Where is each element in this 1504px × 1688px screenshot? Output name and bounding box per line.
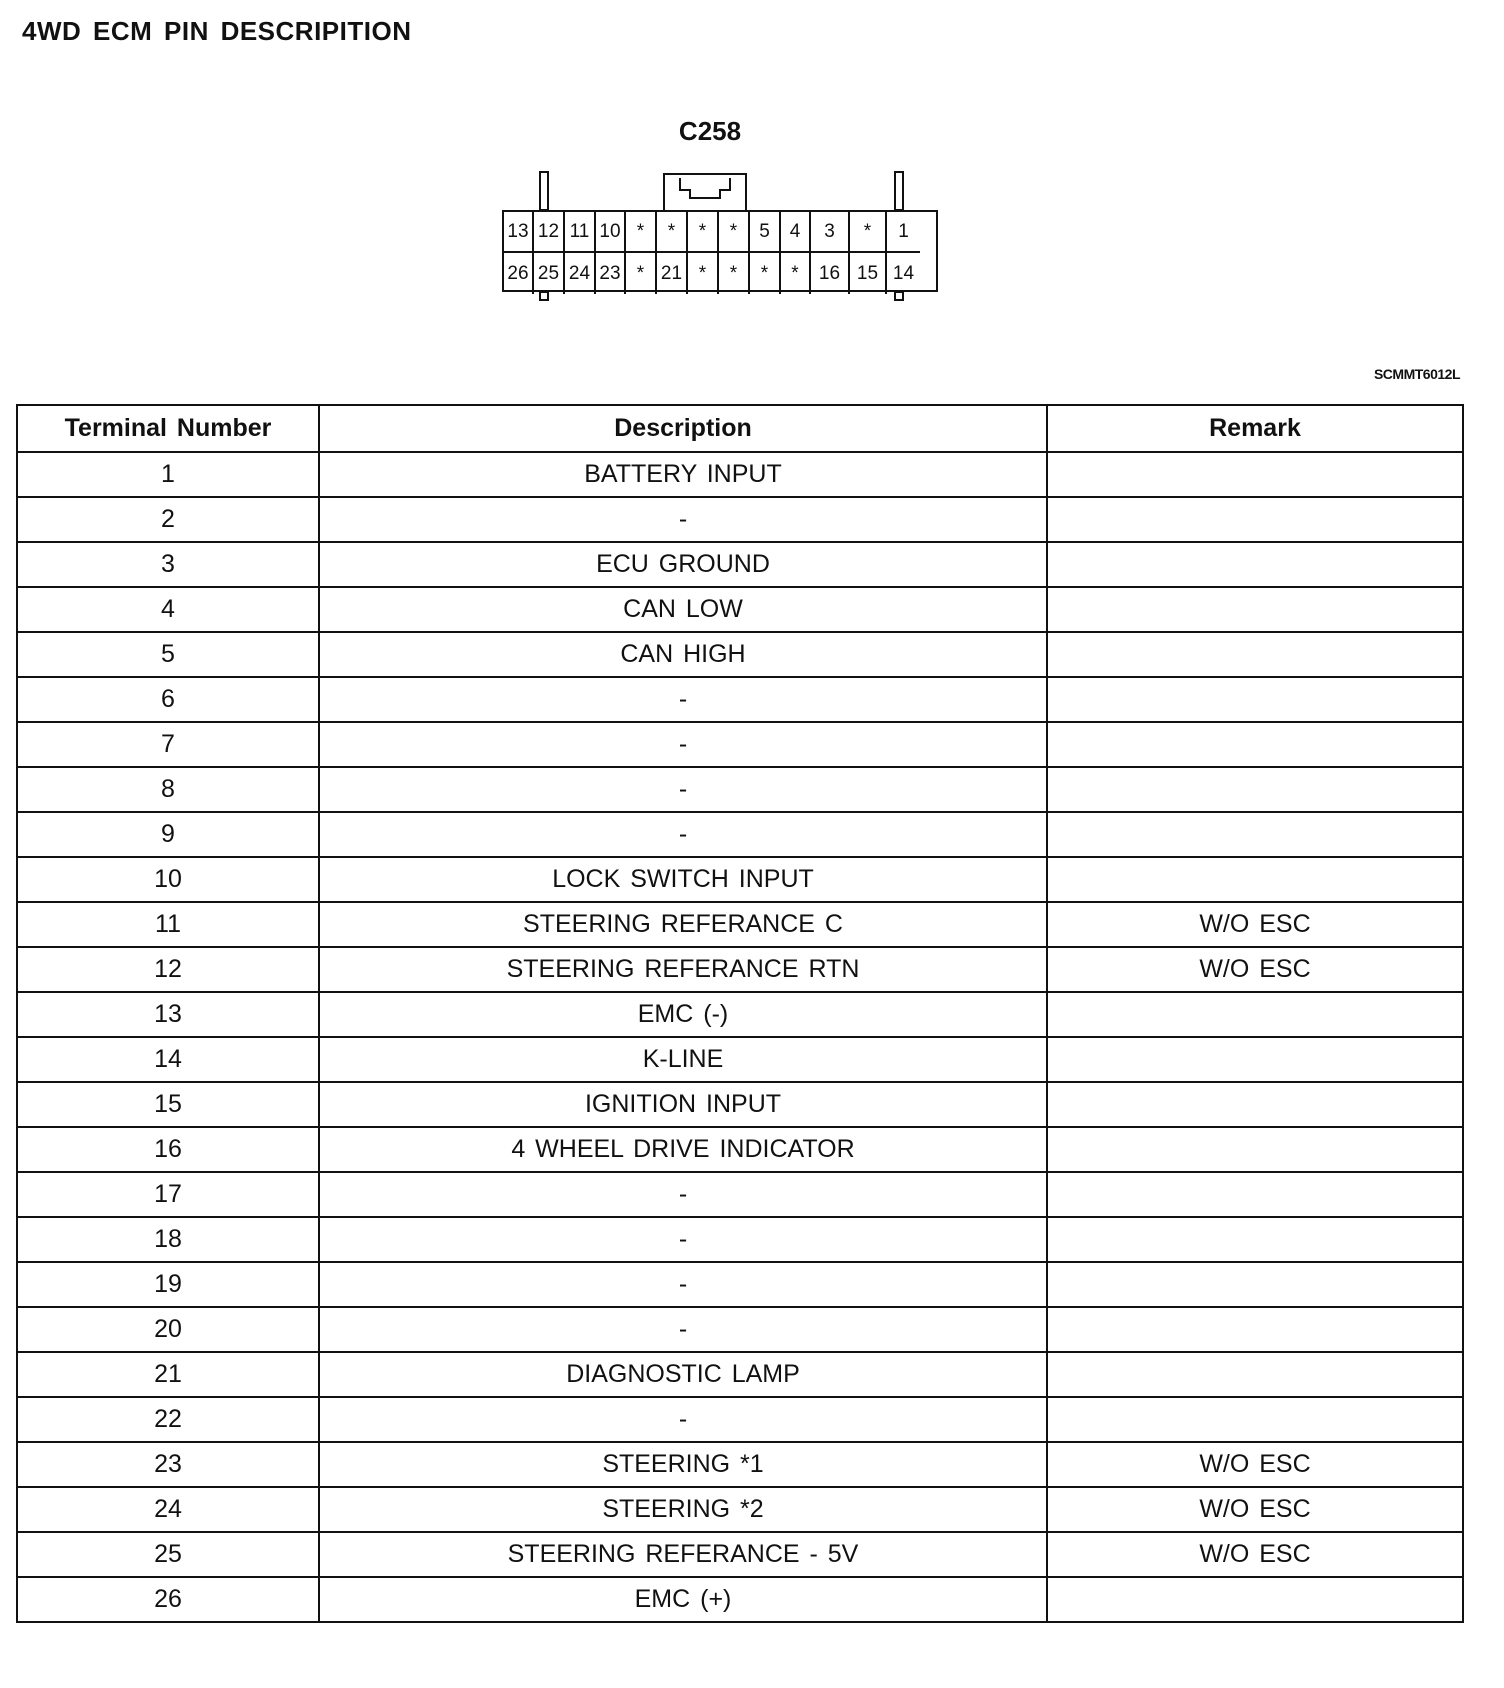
description-cell: STEERING *1	[319, 1442, 1047, 1487]
description-cell: -	[319, 767, 1047, 812]
table-row	[17, 1262, 1463, 1307]
terminal-number-cell: 26	[17, 1577, 319, 1622]
description-cell: BATTERY INPUT	[319, 452, 1047, 497]
table-row	[17, 902, 1463, 947]
remark-cell	[1047, 677, 1463, 722]
description-cell: CAN LOW	[319, 587, 1047, 632]
connector-pin: 15	[850, 253, 887, 294]
terminal-number-cell: 21	[17, 1352, 319, 1397]
remark-cell	[1047, 542, 1463, 587]
remark-cell: W/O ESC	[1047, 902, 1463, 947]
connector-pin: 26	[504, 253, 534, 294]
remark-cell: W/O ESC	[1047, 947, 1463, 992]
remark-cell: W/O ESC	[1047, 1442, 1463, 1487]
table-row	[17, 1532, 1463, 1577]
terminal-number-cell: 18	[17, 1217, 319, 1262]
terminal-number-cell: 6	[17, 677, 319, 722]
connector-pin: 16	[811, 253, 850, 294]
table-header-row	[17, 405, 1463, 452]
description-cell: -	[319, 1397, 1047, 1442]
header-description: Description	[319, 405, 1047, 452]
remark-cell	[1047, 1397, 1463, 1442]
connector-pin: 5	[750, 212, 781, 253]
remark-cell	[1047, 632, 1463, 677]
connector-pin: 25	[534, 253, 565, 294]
table-row	[17, 1127, 1463, 1172]
connector-pin: *	[688, 212, 719, 253]
description-cell: -	[319, 722, 1047, 767]
connector-pin: *	[688, 253, 719, 294]
remark-cell: W/O ESC	[1047, 1487, 1463, 1532]
description-cell: EMC (+)	[319, 1577, 1047, 1622]
connector-pin: 13	[504, 212, 534, 253]
connector-pin: *	[719, 212, 750, 253]
terminal-number-cell: 14	[17, 1037, 319, 1082]
connector-pin: 11	[565, 212, 596, 253]
remark-cell	[1047, 1217, 1463, 1262]
description-cell: ECU GROUND	[319, 542, 1047, 587]
connector-diagram	[490, 168, 950, 308]
table-row	[17, 1037, 1463, 1082]
remark-cell	[1047, 1037, 1463, 1082]
description-cell: STEERING REFERANCE C	[319, 902, 1047, 947]
description-cell: -	[319, 812, 1047, 857]
connector-pin: *	[626, 253, 657, 294]
connector-pin: 14	[892, 262, 915, 284]
connector-pin: 1	[887, 212, 920, 253]
terminal-number-cell: 23	[17, 1442, 319, 1487]
connector-pin: *	[781, 253, 811, 294]
terminal-number-cell: 7	[17, 722, 319, 767]
description-cell: STEERING REFERANCE RTN	[319, 947, 1047, 992]
table-row	[17, 947, 1463, 992]
connector-label: C258	[678, 116, 742, 146]
description-cell: IGNITION INPUT	[319, 1082, 1047, 1127]
remark-cell	[1047, 1307, 1463, 1352]
header-remark: Remark	[1047, 405, 1463, 452]
pin-description-table	[16, 404, 1464, 1623]
terminal-number-cell: 15	[17, 1082, 319, 1127]
terminal-number-cell: 11	[17, 902, 319, 947]
page-title: 4WD ECM PIN DESCRIPITION	[22, 16, 412, 46]
connector-pin: 12	[534, 212, 565, 253]
table-row	[17, 1307, 1463, 1352]
remark-cell	[1047, 992, 1463, 1037]
table-row	[17, 1217, 1463, 1262]
description-cell: -	[319, 1307, 1047, 1352]
table-row	[17, 1397, 1463, 1442]
remark-cell	[1047, 587, 1463, 632]
connector-pin: *	[850, 212, 887, 253]
description-cell: DIAGNOSTIC LAMP	[319, 1352, 1047, 1397]
remark-cell	[1047, 452, 1463, 497]
remark-cell	[1047, 1127, 1463, 1172]
table-row	[17, 452, 1463, 497]
remark-cell	[1047, 1082, 1463, 1127]
description-cell: -	[319, 1217, 1047, 1262]
table-row	[17, 812, 1463, 857]
description-cell: STEERING *2	[319, 1487, 1047, 1532]
table-row	[17, 992, 1463, 1037]
description-cell: STEERING REFERANCE - 5V	[319, 1532, 1047, 1577]
terminal-number-cell: 4	[17, 587, 319, 632]
terminal-number-cell: 25	[17, 1532, 319, 1577]
description-cell: -	[319, 1262, 1047, 1307]
description-cell: -	[319, 1172, 1047, 1217]
remark-cell	[1047, 1172, 1463, 1217]
terminal-number-cell: 8	[17, 767, 319, 812]
connector-pin: 21	[657, 253, 688, 294]
terminal-number-cell: 24	[17, 1487, 319, 1532]
description-cell: K-LINE	[319, 1037, 1047, 1082]
table-row	[17, 1352, 1463, 1397]
header-terminal-number: Terminal Number	[17, 405, 319, 452]
description-cell: -	[319, 497, 1047, 542]
remark-cell	[1047, 1262, 1463, 1307]
table-row	[17, 722, 1463, 767]
table-row	[17, 857, 1463, 902]
table-row	[17, 1172, 1463, 1217]
table-body	[17, 452, 1463, 1622]
figure-code: SCMMT6012L	[1373, 366, 1460, 382]
description-cell: -	[319, 677, 1047, 722]
table-row	[17, 632, 1463, 677]
terminal-number-cell: 20	[17, 1307, 319, 1352]
remark-cell	[1047, 497, 1463, 542]
connector-pin: *	[719, 253, 750, 294]
description-cell: EMC (-)	[319, 992, 1047, 1037]
remark-cell	[1047, 1577, 1463, 1622]
terminal-number-cell: 16	[17, 1127, 319, 1172]
terminal-number-cell: 22	[17, 1397, 319, 1442]
terminal-number-cell: 3	[17, 542, 319, 587]
table-row	[17, 677, 1463, 722]
table-row	[17, 1577, 1463, 1622]
remark-cell	[1047, 722, 1463, 767]
table-row	[17, 497, 1463, 542]
terminal-number-cell: 17	[17, 1172, 319, 1217]
connector-pin: *	[657, 212, 688, 253]
table-row	[17, 542, 1463, 587]
terminal-number-cell: 10	[17, 857, 319, 902]
connector-pin: 3	[811, 212, 850, 253]
description-cell: LOCK SWITCH INPUT	[319, 857, 1047, 902]
table-row	[17, 1442, 1463, 1487]
terminal-number-cell: 13	[17, 992, 319, 1037]
terminal-number-cell: 19	[17, 1262, 319, 1307]
table-row	[17, 767, 1463, 812]
terminal-number-cell: 9	[17, 812, 319, 857]
remark-cell: W/O ESC	[1047, 1532, 1463, 1577]
connector-pin-grid	[502, 210, 938, 292]
terminal-number-cell: 12	[17, 947, 319, 992]
table-row	[17, 1487, 1463, 1532]
remark-cell	[1047, 767, 1463, 812]
description-cell: CAN HIGH	[319, 632, 1047, 677]
connector-pin: 4	[781, 212, 811, 253]
remark-cell	[1047, 1352, 1463, 1397]
terminal-number-cell: 1	[17, 452, 319, 497]
connector-pin: *	[750, 253, 781, 294]
connector-pin: 10	[596, 212, 626, 253]
connector-pin: *	[626, 212, 657, 253]
terminal-number-cell: 5	[17, 632, 319, 677]
connector-pin: 24	[565, 253, 596, 294]
terminal-number-cell: 2	[17, 497, 319, 542]
remark-cell	[1047, 857, 1463, 902]
remark-cell	[1047, 812, 1463, 857]
table-row	[17, 587, 1463, 632]
description-cell: 4 WHEEL DRIVE INDICATOR	[319, 1127, 1047, 1172]
connector-pin: 23	[596, 253, 626, 294]
table-row	[17, 1082, 1463, 1127]
